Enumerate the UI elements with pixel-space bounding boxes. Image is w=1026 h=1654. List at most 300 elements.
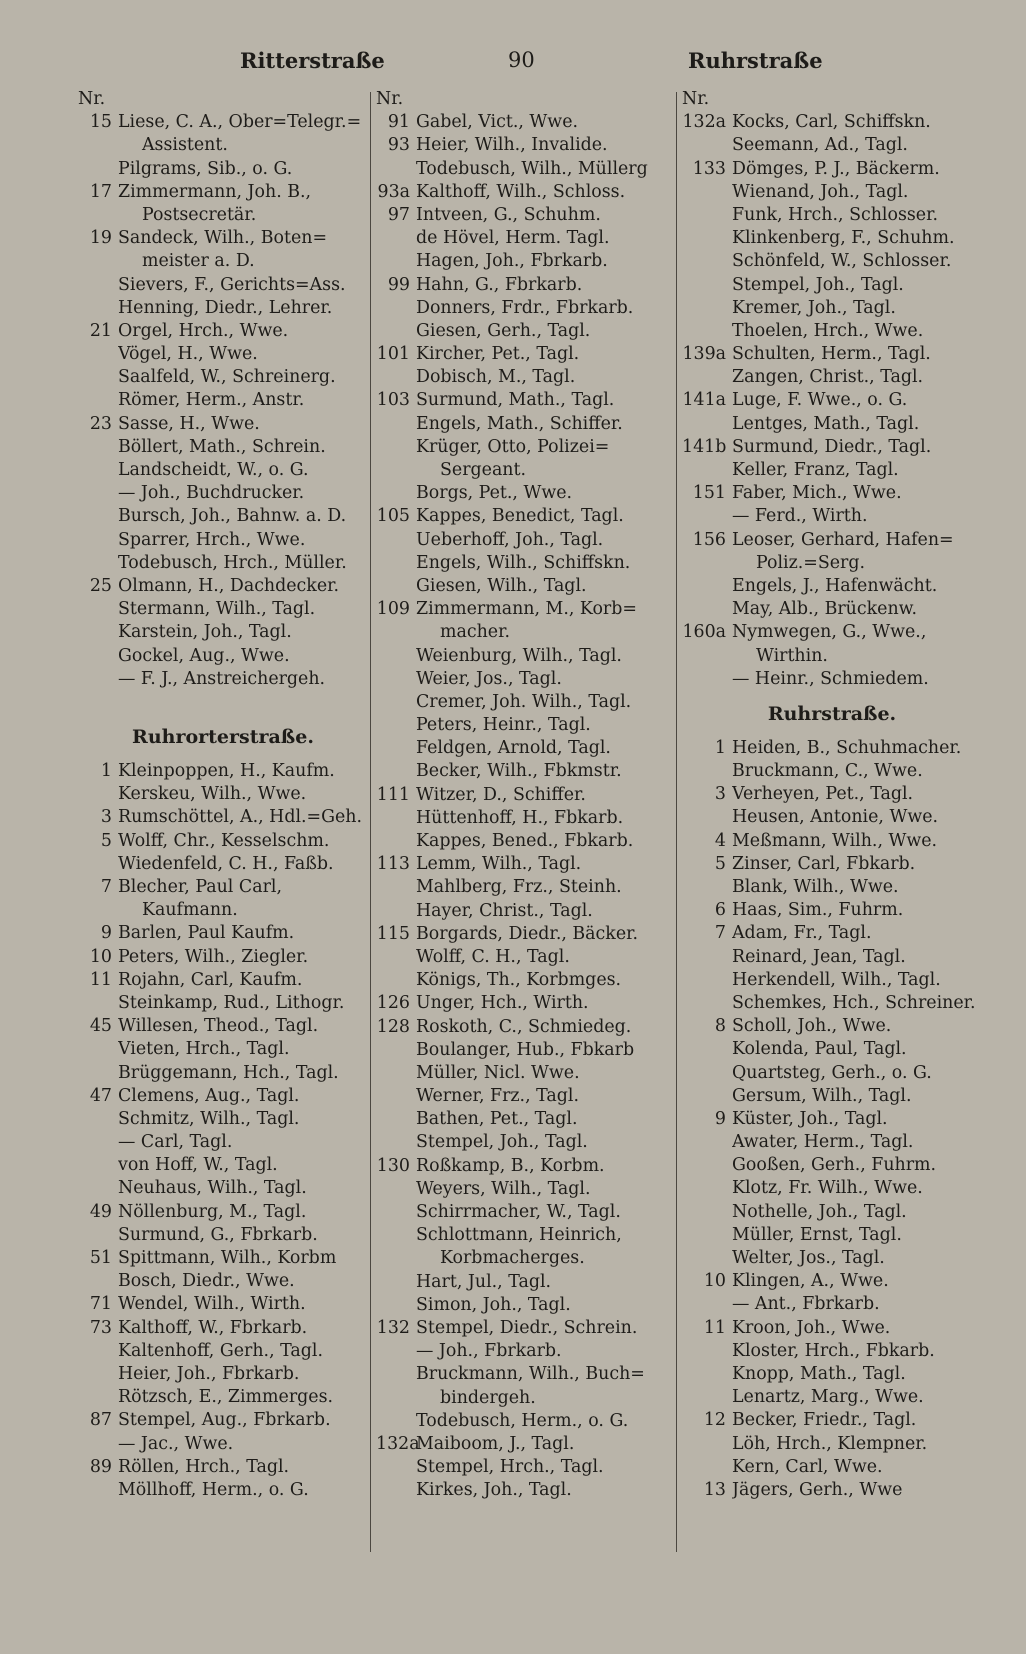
directory-entry (78, 1015, 368, 1038)
house-number (78, 482, 118, 505)
directory-entry (78, 876, 368, 899)
entry-text: Reinard, Jean, Tagl. (732, 946, 906, 967)
entry-text: Becker, Wilh., Fbkmstr. (416, 761, 622, 782)
entry-text: Sandeck, Wilh., Boten= (118, 228, 328, 249)
entry-text: Mahlberg, Frz., Steinh. (416, 877, 622, 898)
entry-text: Schemkes, Hch., Schreiner. (732, 992, 976, 1013)
entry-text: Wirthin. (756, 645, 828, 666)
house-number (376, 575, 416, 598)
directory-entry (376, 1201, 674, 1224)
entry-text: Kalthoff, Wilh., Schloss. (416, 181, 626, 202)
entry-text: Wendel, Wilh., Wirth. (118, 1294, 306, 1315)
house-number (78, 366, 118, 389)
directory-entry (78, 158, 368, 181)
directory-entry (682, 946, 982, 969)
house-number (78, 1270, 118, 1293)
entry-text: — Carl, Tagl. (118, 1132, 233, 1153)
house-number (78, 134, 118, 157)
house-number (682, 946, 732, 969)
entry-text: Stempel, Joh., Tagl. (732, 274, 904, 295)
house-number (682, 505, 732, 528)
house-number (78, 1038, 118, 1061)
directory-entry (78, 274, 368, 297)
entry-text: Henning, Diedr., Lehrer. (118, 297, 333, 318)
house-number (78, 1224, 118, 1247)
directory-entry (376, 946, 674, 969)
directory-entry (376, 853, 674, 876)
directory-entry (376, 389, 674, 412)
house-number (376, 946, 416, 969)
entry-text: Nymwegen, G., Wwe., (732, 622, 927, 643)
directory-entry (78, 436, 368, 459)
directory-entry (682, 413, 982, 436)
house-number (682, 1363, 732, 1386)
directory-entry (376, 482, 674, 505)
house-number: 132a (376, 1433, 420, 1454)
entry-text: Kolenda, Paul, Tagl. (732, 1039, 907, 1060)
house-number: 13 (703, 1479, 726, 1500)
entry-text: Pilgrams, Sib., o. G. (118, 158, 293, 179)
house-number (376, 227, 416, 250)
house-number: 103 (376, 390, 410, 411)
entry-text: Blecher, Paul Carl, (118, 877, 282, 897)
directory-entry (682, 204, 982, 227)
house-number (682, 598, 732, 621)
house-number (682, 1177, 732, 1200)
directory-entry (78, 1224, 368, 1247)
house-number (682, 134, 732, 157)
house-number (78, 389, 118, 412)
entry-text: Olmann, H., Dachdecker. (118, 575, 340, 596)
house-number (78, 158, 118, 181)
entry-text: Zimmermann, Joh. B., (118, 181, 312, 202)
entry-text: Röllen, Hrch., Tagl. (118, 1456, 290, 1477)
entry-text: Zangen, Christ., Tagl. (732, 367, 924, 388)
house-number (376, 969, 416, 992)
house-number: 7 (714, 923, 726, 944)
directory-entry (78, 366, 368, 389)
directory-entry (376, 505, 674, 528)
directory-entry (78, 1177, 368, 1200)
entry-text: Gooßen, Gerh., Fuhrm. (732, 1155, 937, 1176)
entry-text: Kappes, Bened., Fbkarb. (416, 831, 634, 851)
entry-text: Vieten, Hrch., Tagl. (118, 1039, 290, 1060)
directory-entry (376, 1433, 674, 1456)
directory-entry (78, 1409, 368, 1432)
house-number (682, 1154, 732, 1177)
entry-text: Awater, Herm., Tagl. (732, 1132, 914, 1153)
directory-entry (376, 1317, 674, 1340)
directory-entry (78, 482, 368, 505)
house-number (376, 1062, 416, 1085)
directory-entry (682, 366, 982, 389)
entry-text: Keller, Franz, Tagl. (732, 460, 899, 480)
entry-text: Bruckmann, C., Wwe. (732, 761, 923, 782)
directory-entry (78, 413, 368, 436)
directory-entry (376, 1155, 674, 1178)
entry-text: Knopp, Math., Tagl. (732, 1363, 906, 1384)
house-number: 49 (89, 1201, 112, 1222)
page-number: 90 (508, 48, 535, 72)
house-number (376, 760, 416, 783)
entry-text: Bursch, Joh., Bahnw. a. D. (118, 506, 347, 527)
house-number (78, 1177, 118, 1200)
directory-entry (682, 505, 982, 528)
entry-text: Landscheidt, W., o. G. (118, 460, 309, 480)
entry-text: Heier, Wilh., Invalide. (416, 135, 608, 156)
directory-entry (376, 1062, 674, 1085)
directory-entry (682, 320, 982, 343)
column-3 (682, 88, 982, 1502)
entry-text: Heier, Joh., Fbrkarb. (118, 1363, 300, 1384)
entry-text: Faber, Mich., Wwe. (732, 483, 902, 504)
entry-text: bindergeh. (440, 1387, 536, 1408)
directory-entry (78, 1386, 368, 1409)
house-number (78, 1340, 118, 1363)
house-number (682, 297, 732, 320)
directory-entry (376, 366, 674, 389)
house-number: 15 (89, 112, 112, 133)
house-number: 10 (703, 1271, 726, 1292)
directory-entry (376, 297, 674, 320)
house-number (682, 1433, 732, 1456)
house-number (376, 250, 416, 273)
house-number: 97 (387, 204, 410, 225)
directory-entry (78, 389, 368, 412)
entry-text: Kappes, Benedict, Tagl. (416, 506, 624, 527)
house-number: 132 (376, 1317, 410, 1338)
entry-text: May, Alb., Brückenw. (732, 599, 917, 620)
house-number: 160a (682, 622, 726, 643)
house-number: 25 (89, 575, 112, 596)
directory-entry (376, 575, 674, 598)
entry-text: Neuhaus, Wilh., Tagl. (118, 1178, 307, 1199)
house-number (376, 1108, 416, 1131)
entry-text: Unger, Hch., Wirth. (416, 993, 589, 1014)
house-number: 11 (703, 1317, 726, 1338)
directory-entry (376, 320, 674, 343)
column-divider (370, 92, 371, 1552)
entry-text: — Joh., Fbrkarb. (416, 1341, 562, 1362)
entry-text: Hart, Jul., Tagl. (416, 1271, 552, 1292)
house-number (376, 459, 416, 482)
directory-entry (376, 1108, 674, 1131)
entry-text: Giesen, Wilh., Tagl. (416, 575, 587, 596)
entry-text: Poliz.=Serg. (756, 552, 866, 573)
house-number (682, 645, 732, 668)
entry-text: Böllert, Math., Schrein. (118, 436, 326, 457)
directory-entry (682, 1201, 982, 1224)
entry-text: Kerskeu, Wilh., Wwe. (118, 784, 307, 805)
entry-text: Boulanger, Hub., Fbkarb (416, 1039, 635, 1060)
house-number: 141a (682, 390, 726, 411)
entry-text: Kocks, Carl, Schiffskn. (732, 112, 931, 133)
directory-entry (682, 459, 982, 482)
directory-entry (78, 459, 368, 482)
entry-text: Seemann, Ad., Tagl. (732, 135, 908, 156)
directory-entry (78, 505, 368, 528)
house-number (682, 366, 732, 389)
directory-entry (376, 807, 674, 830)
house-number: 3 (100, 807, 112, 828)
entry-text: Weienburg, Wilh., Tagl. (416, 645, 622, 666)
entry-text: Korbmacherges. (440, 1248, 585, 1269)
entry-continuation (682, 552, 982, 575)
directory-entry (682, 343, 982, 366)
directory-entry (78, 830, 368, 853)
house-number (682, 413, 732, 436)
entry-text: Schirrmacher, W., Tagl. (416, 1202, 621, 1222)
house-number: 9 (714, 1108, 726, 1129)
house-number (78, 1154, 118, 1177)
house-number (376, 714, 416, 737)
entry-continuation (682, 645, 982, 668)
directory-entry (376, 181, 674, 204)
house-number (376, 1247, 416, 1270)
entry-text: Kaufmann. (142, 900, 238, 921)
entry-text: Löh, Hrch., Klempner. (732, 1433, 928, 1454)
entry-text: Ueberhoff, Joh., Tagl. (416, 529, 604, 550)
entry-text: Todebusch, Hrch., Müller. (118, 552, 347, 573)
entry-text: Kloster, Hrch., Fbkarb. (732, 1340, 935, 1361)
directory-entry (78, 1270, 368, 1293)
entry-text: Luge, F. Wwe., o. G. (732, 390, 908, 411)
entry-text: Kleinpoppen, H., Kaufm. (118, 761, 335, 782)
directory-entry (78, 1293, 368, 1316)
entry-text: Leoser, Gerhard, Hafen= (732, 529, 954, 550)
house-number (376, 1201, 416, 1224)
house-number: 5 (714, 853, 726, 874)
house-number: 6 (714, 900, 726, 921)
entry-text: Barlen, Paul Kaufm. (118, 923, 295, 944)
house-number: 45 (89, 1016, 112, 1037)
entry-continuation (78, 134, 368, 157)
entry-text: Stempel, Diedr., Schrein. (416, 1317, 638, 1338)
entry-text: Haas, Sim., Fuhrm. (732, 900, 904, 921)
directory-entry (682, 806, 982, 829)
directory-entry (78, 575, 368, 598)
directory-entry (376, 737, 674, 760)
entry-text: Kircher, Pet., Tagl. (416, 344, 580, 365)
entry-text: Jägers, Gerh., Wwe (732, 1479, 903, 1500)
directory-entry (376, 760, 674, 783)
column-2 (376, 88, 674, 1502)
house-number (376, 645, 416, 668)
entry-text: — F. J., Anstreichergeh. (118, 668, 326, 689)
entry-text: Roskoth, C., Schmiedeg. (416, 1016, 632, 1037)
entry-text: Zinser, Carl, Fbkarb. (732, 853, 916, 874)
directory-entry (682, 1456, 982, 1479)
entry-text: Wolff, C. H., Tagl. (416, 946, 570, 967)
directory-entry (78, 1154, 368, 1177)
directory-entry (78, 1456, 368, 1479)
directory-entry (376, 668, 674, 691)
house-number (682, 1201, 732, 1224)
entry-text: de Hövel, Herm. Tagl. (416, 228, 610, 249)
house-number: 133 (692, 158, 726, 179)
house-number: 132a (682, 112, 726, 133)
directory-entry (682, 1340, 982, 1363)
header-street-right: Ruhrstraße (688, 48, 823, 73)
entry-text: Karstein, Joh., Tagl. (118, 622, 292, 643)
house-number: 5 (100, 830, 112, 851)
house-number (682, 250, 732, 273)
directory-entry (78, 969, 368, 992)
directory-entry (682, 158, 982, 181)
entry-text: Intveen, G., Schuhm. (416, 204, 601, 225)
entry-text: Stempel, Aug., Fbrkarb. (118, 1410, 331, 1431)
directory-entry (376, 992, 674, 1015)
directory-entry (682, 1062, 982, 1085)
directory-entry (78, 552, 368, 575)
entry-text: Funk, Hrch., Schlosser. (732, 204, 939, 225)
house-number (376, 737, 416, 760)
entry-text: Rojahn, Carl, Kaufm. (118, 969, 303, 990)
house-number (78, 529, 118, 552)
entry-continuation (376, 1247, 674, 1270)
entry-text: Saalfeld, W., Schreinerg. (118, 367, 336, 388)
directory-entry (376, 1085, 674, 1108)
entry-text: Stermann, Wilh., Tagl. (118, 599, 316, 620)
directory-entry (376, 227, 674, 250)
directory-entry (78, 992, 368, 1015)
entry-continuation (78, 899, 368, 922)
house-number: 93a (377, 181, 410, 202)
house-number (682, 1038, 732, 1061)
directory-entry (78, 1085, 368, 1108)
entry-text: Bosch, Diedr., Wwe. (118, 1271, 295, 1292)
directory-entry (682, 575, 982, 598)
directory-entry (376, 645, 674, 668)
house-number (78, 1062, 118, 1085)
house-number (376, 1039, 416, 1062)
entry-continuation (376, 459, 674, 482)
entry-text: Klinkenberg, F., Schuhm. (732, 228, 955, 249)
entry-text: Meßmann, Wilh., Wwe. (732, 830, 938, 851)
house-number: 9 (100, 923, 112, 944)
entry-text: meister a. D. (142, 251, 255, 272)
directory-entry (682, 1317, 982, 1340)
directory-entry (376, 1178, 674, 1201)
entry-text: Steinkamp, Rud., Lithogr. (118, 992, 345, 1013)
entry-text: Clemens, Aug., Tagl. (118, 1085, 300, 1106)
directory-entry (78, 946, 368, 969)
house-number: 141b (682, 436, 727, 457)
house-number (376, 1456, 416, 1479)
entry-text: Scholl, Joh., Wwe. (732, 1016, 892, 1037)
entry-text: Werner, Frz., Tagl. (416, 1086, 579, 1107)
entry-text: Kremer, Joh., Tagl. (732, 297, 896, 318)
street-heading: Ruhrorterstraße. (132, 726, 314, 749)
directory-entry (682, 134, 982, 157)
spacer (78, 691, 368, 714)
house-number: 105 (376, 506, 410, 527)
directory-entry (682, 1293, 982, 1316)
directory-entry (78, 320, 368, 343)
directory-entry (376, 598, 674, 621)
directory-entry (376, 1016, 674, 1039)
directory-entry (78, 598, 368, 621)
entry-text: Müller, Nicl. Wwe. (416, 1062, 580, 1083)
entry-text: Königs, Th., Korbmges. (416, 970, 622, 991)
entry-text: Bathen, Pet., Tagl. (416, 1109, 578, 1130)
directory-entry (78, 343, 368, 366)
entry-continuation (78, 204, 368, 227)
directory-entry (376, 529, 674, 552)
directory-entry (682, 1363, 982, 1386)
house-number: 7 (100, 877, 112, 897)
directory-entry (682, 111, 982, 134)
number-column-label: Nr. (376, 89, 404, 109)
directory-entry (376, 784, 674, 807)
directory-entry (78, 645, 368, 668)
directory-entry (376, 274, 674, 297)
house-number (376, 830, 416, 853)
house-number (78, 343, 118, 366)
number-column-label: Nr. (78, 89, 106, 109)
entry-text: Klotz, Fr. Wilh., Wwe. (732, 1178, 923, 1199)
directory-entry (78, 529, 368, 552)
entry-text: Verheyen, Pet., Tagl. (732, 784, 914, 805)
house-number: 126 (376, 993, 410, 1014)
entry-text: Cremer, Joh. Wilh., Tagl. (416, 691, 632, 712)
directory-entry (682, 1433, 982, 1456)
house-number (78, 505, 118, 528)
house-number: 111 (376, 784, 410, 805)
entry-continuation (376, 621, 674, 644)
house-number (682, 227, 732, 250)
house-number: 1 (714, 737, 726, 758)
house-number (78, 1131, 118, 1154)
house-number (682, 760, 732, 783)
directory-entry (376, 343, 674, 366)
entry-text: — Ant., Fbrkarb. (732, 1294, 880, 1315)
house-number: 19 (89, 228, 112, 249)
entry-text: Wiedenfeld, C. H., Faßb. (118, 853, 334, 874)
directory-entry (682, 1386, 982, 1409)
house-number (78, 552, 118, 575)
directory-entry (682, 227, 982, 250)
house-number (78, 204, 118, 227)
house-number: 21 (89, 320, 112, 341)
house-number (682, 806, 732, 829)
directory-entry (682, 853, 982, 876)
entry-text: Spittmann, Wilh., Korbm (118, 1248, 337, 1268)
entry-text: Simon, Joh., Tagl. (416, 1294, 571, 1315)
directory-entry (682, 876, 982, 899)
entry-text: Peters, Heinr., Tagl. (416, 715, 591, 736)
entry-text: Krüger, Otto, Polizei= (416, 436, 610, 457)
house-number (682, 668, 732, 691)
entry-text: Vögel, H., Wwe. (118, 344, 258, 365)
directory-entry (682, 783, 982, 806)
house-number (78, 853, 118, 876)
house-number (78, 1479, 118, 1502)
entry-text: Todebusch, Herm., o. G. (416, 1410, 629, 1431)
entry-text: Dömges, P. J., Bäckerm. (732, 158, 940, 179)
directory-entry (682, 1131, 982, 1154)
entry-text: Sergeant. (440, 460, 527, 480)
column-1 (78, 88, 368, 1502)
directory-entry (376, 111, 674, 134)
house-number (376, 552, 416, 575)
house-number (376, 1410, 416, 1433)
directory-entry (682, 1409, 982, 1432)
house-number (682, 1247, 732, 1270)
house-number: 4 (714, 830, 726, 851)
entry-text: Sasse, H., Wwe. (118, 413, 260, 434)
house-number: 93 (387, 135, 410, 156)
